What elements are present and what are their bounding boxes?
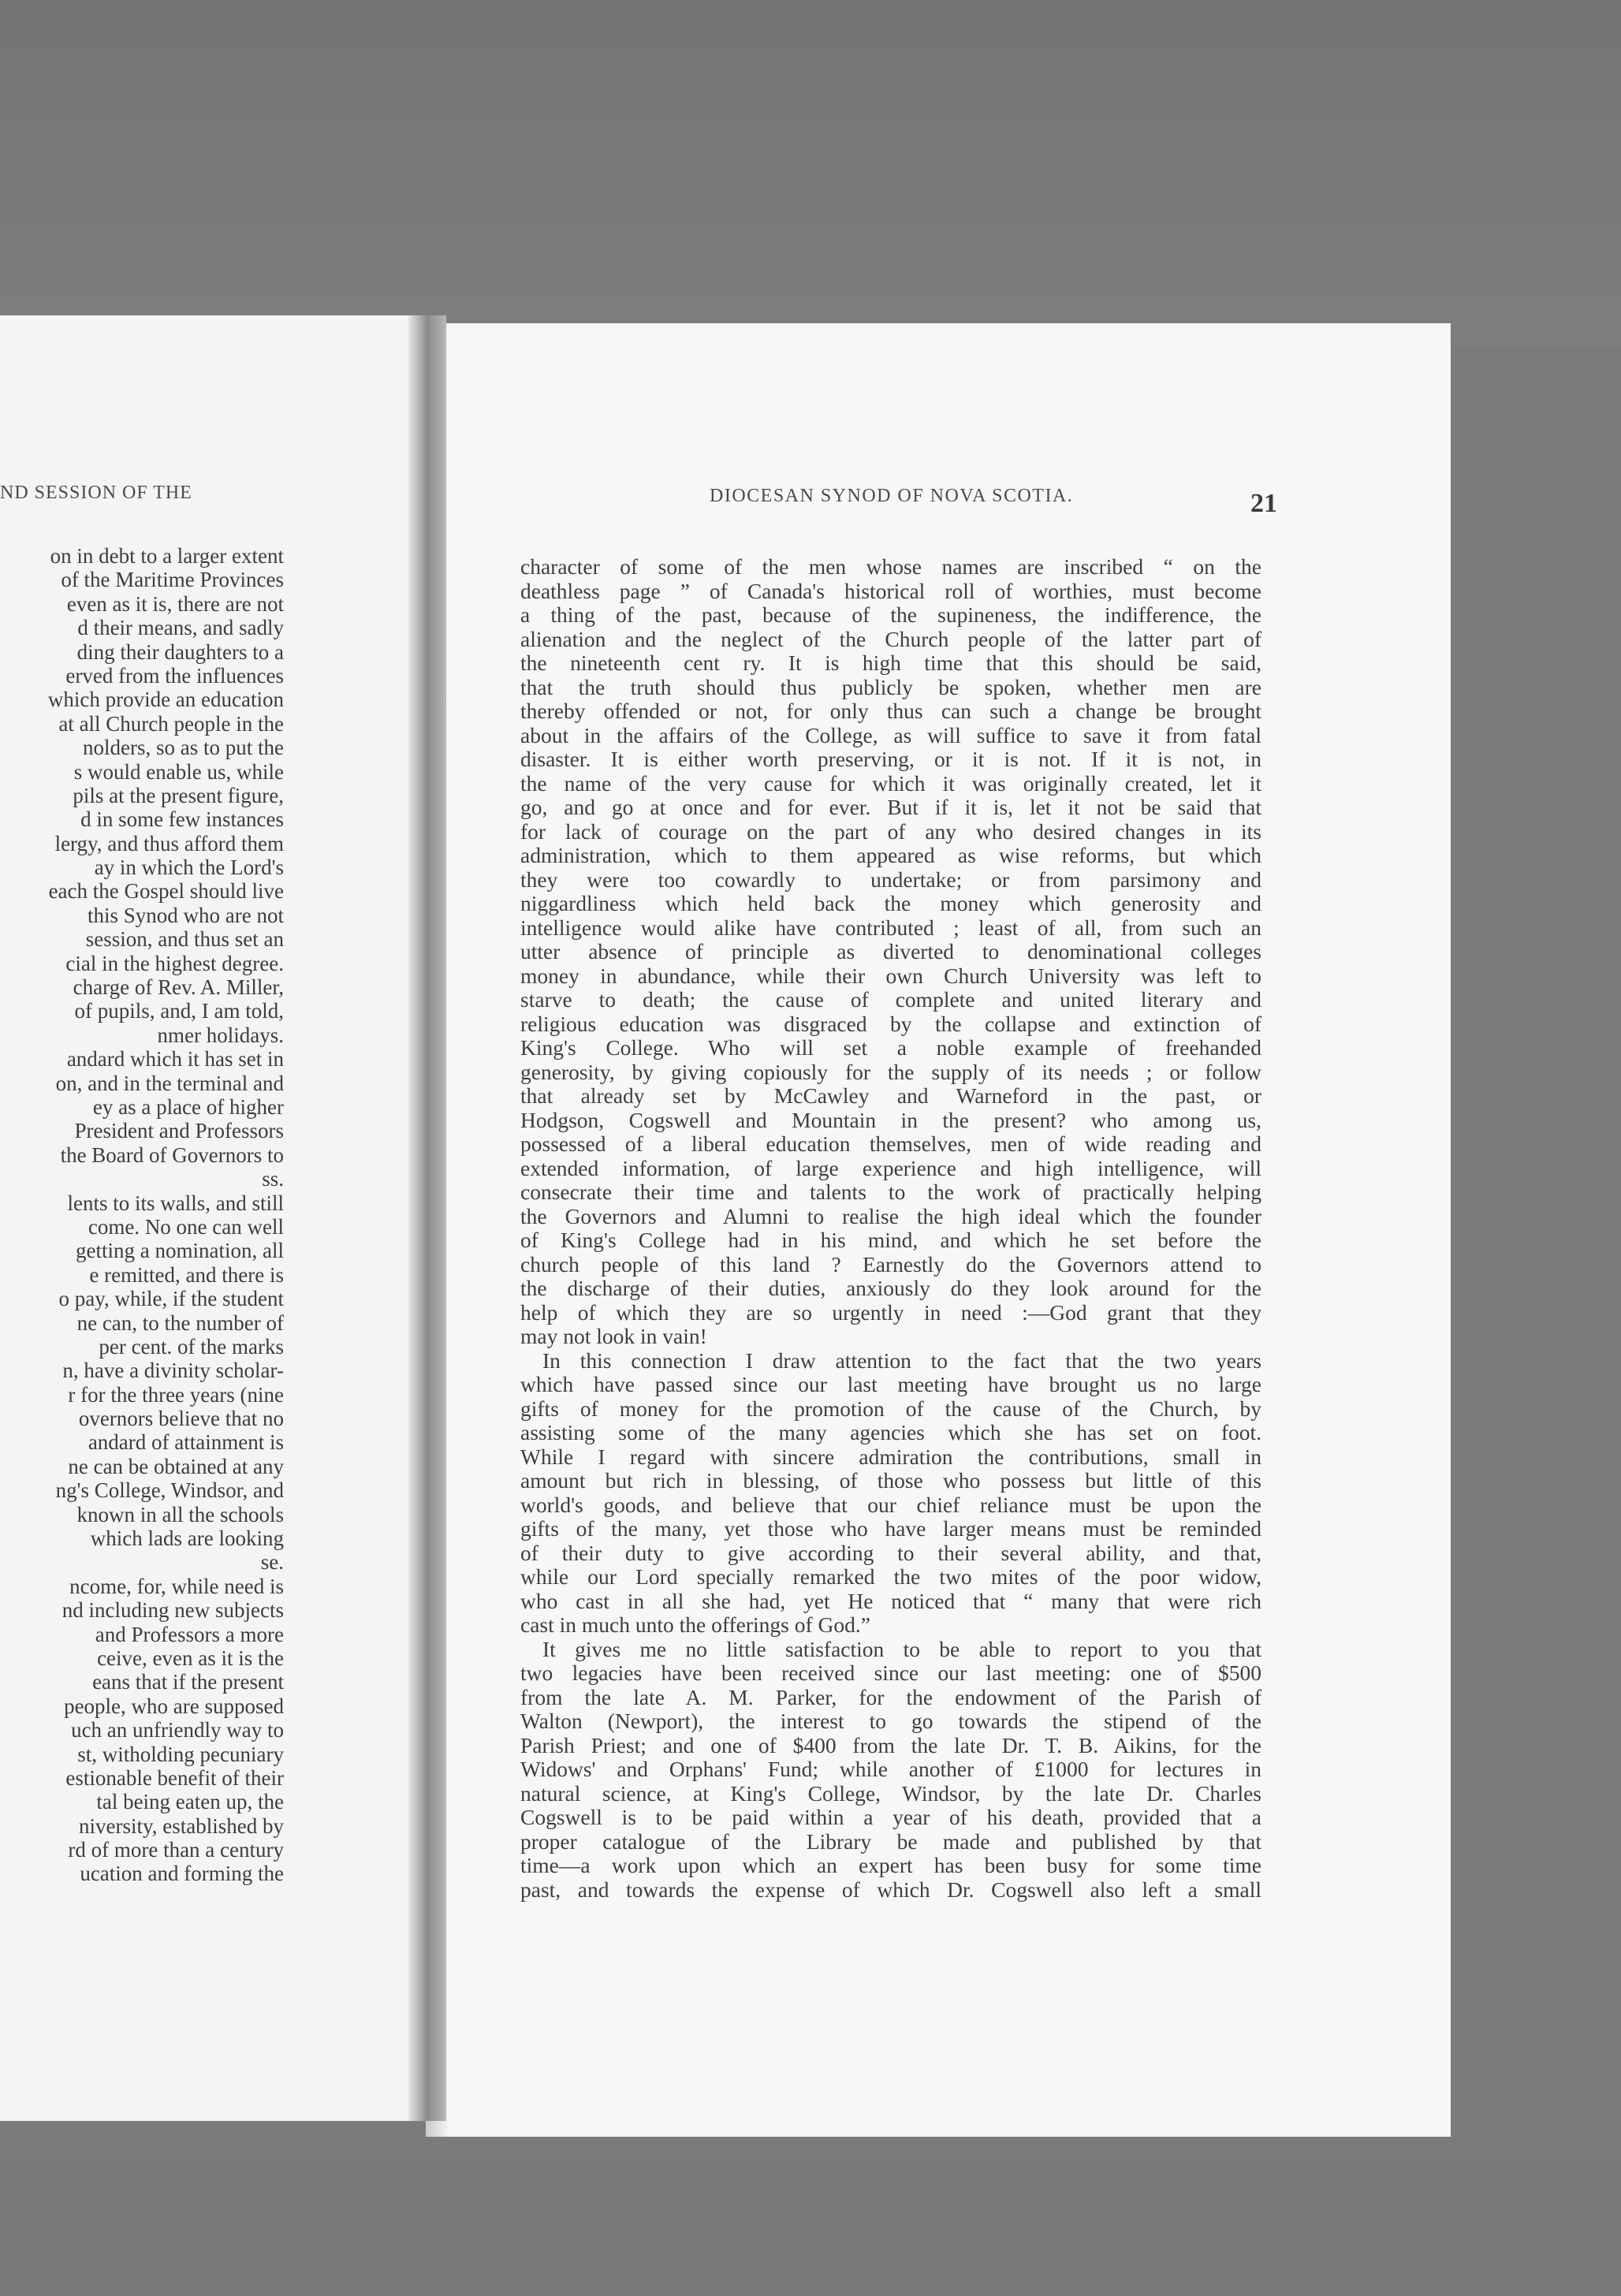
right-text-line: King's College. Who will set a noble example of freehanded xyxy=(520,1035,1261,1060)
left-text-line: on, and in the terminal and xyxy=(55,1071,284,1095)
page-number: 21 xyxy=(1250,489,1277,518)
right-running-head: DIOCESAN SYNOD OF NOVA SCOTIA. xyxy=(710,486,1074,506)
right-text-line: religious education was disgraced by the collapse and extinction of xyxy=(520,1011,1261,1036)
right-text-line: money in abundance, while their own Church University was left to xyxy=(520,963,1261,988)
right-text-line: natural science, at King's College, Windsor, by the late Dr. Charles xyxy=(520,1780,1261,1806)
left-running-head: ND SESSION OF THE xyxy=(0,483,192,503)
left-text-line: the Board of Governors to xyxy=(60,1142,284,1167)
right-text-line: possessed of a liberal education themselves, men of wide reading and xyxy=(520,1131,1261,1156)
right-text-line: who cast in all she had, yet He noticed that “ many that were rich xyxy=(520,1588,1261,1613)
right-text-line: Walton (Newport), the interest to go towards the stipend of the xyxy=(520,1709,1261,1733)
left-text-line: o pay, while, if the student xyxy=(58,1287,284,1311)
left-text-line: of the Maritime Provinces xyxy=(61,568,284,592)
right-text-line: may not look in vain! xyxy=(520,1324,707,1348)
left-text-line: e remitted, and there is xyxy=(89,1262,284,1287)
left-text-line: r for the three years (nine xyxy=(68,1382,284,1407)
left-text-line: andard of attainment is xyxy=(88,1430,284,1455)
right-page-text xyxy=(520,555,1261,1902)
left-text-line: of pupils, and, I am told, xyxy=(74,999,284,1023)
right-text-line: that the truth should thus publicly be spoken, whether men are xyxy=(520,674,1261,699)
right-text-line: time—a work upon which an expert has been busy for some time xyxy=(520,1853,1261,1877)
right-text-line: Hodgson, Cogswell and Mountain in the present? who among us, xyxy=(520,1107,1261,1132)
right-text-line: gifts of money for the promotion of the cause of the Church, by xyxy=(520,1396,1261,1421)
left-text-line: uch an unfriendly way to xyxy=(71,1718,284,1742)
right-text-line: thereby offended or not, for only thus can such a change be brought xyxy=(520,699,1261,723)
left-text-line: ceive, even as it is the xyxy=(97,1646,284,1670)
left-text-line: nmer holidays. xyxy=(157,1023,284,1047)
right-text-line: character of some of the men whose names are inscribed “ on the xyxy=(520,554,1261,579)
left-page-text xyxy=(0,544,426,1886)
left-text-line: each the Gospel should live xyxy=(48,879,284,904)
right-text-line: While I regard with sincere admiration the contributions, small in xyxy=(520,1444,1261,1469)
right-text-line: utter absence of principle as diverted to denominational colleges xyxy=(520,939,1261,964)
right-text-line: the nineteenth cent ry. It is high time that this should be said, xyxy=(520,650,1261,675)
right-text-line: extended information, of large experience and high intelligence, will xyxy=(520,1155,1261,1180)
right-text-line: Cogswell is to be paid within a year of his death, provided that a xyxy=(520,1805,1261,1829)
right-text-line: they were too cowardly to undertake; or from parsimony and xyxy=(520,867,1261,892)
left-text-line: and Professors a more xyxy=(95,1622,284,1646)
right-text-line: Widows' and Orphans' Fund; while another of £1000 for lectures in xyxy=(520,1757,1261,1781)
left-text-line: President and Professors xyxy=(74,1119,284,1143)
left-text-line: known in all the schools xyxy=(76,1502,284,1526)
right-text-line: the Governors and Alumni to realise the high ideal which the founder xyxy=(520,1203,1261,1228)
left-text-line: erved from the influences xyxy=(65,663,284,688)
right-text-line: starve to death; the cause of complete and united literary and xyxy=(520,987,1261,1012)
left-text-line: pils at the present figure, xyxy=(73,783,284,807)
right-text-line: two legacies have been received since our last meeting: one of $500 xyxy=(520,1660,1261,1685)
left-text-line: ne can, to the number of xyxy=(76,1310,284,1335)
left-text-line: nolders, so as to put the xyxy=(83,736,284,760)
left-text-line: d their means, and sadly xyxy=(77,616,284,640)
right-text-line: alienation and the neglect of the Church people of the latter part of xyxy=(520,626,1261,651)
left-text-line: session, and thus set an xyxy=(85,927,284,952)
left-text-line: nd including new subjects xyxy=(61,1598,284,1623)
right-text-line: from the late A. M. Parker, for the endowment of the Parish of xyxy=(520,1684,1261,1709)
left-text-line: per cent. of the marks xyxy=(99,1334,284,1359)
right-text-line: past, and towards the expense of which Dr. Cogswell also left a small xyxy=(520,1877,1261,1902)
left-text-line: ding their daughters to a xyxy=(76,639,284,664)
left-text-line: ss. xyxy=(262,1167,284,1191)
right-text-line: cast in much unto the offerings of God.” xyxy=(520,1612,870,1637)
right-text-line: Parish Priest; and one of $400 from the late Dr. T. B. Aikins, for the xyxy=(520,1732,1261,1757)
scan-backdrop-top xyxy=(0,0,1621,347)
left-text-line: ng's College, Windsor, and xyxy=(55,1478,284,1503)
left-text-line: tal being eaten up, the xyxy=(96,1790,284,1814)
right-text-line: for lack of courage on the part of any who desired changes in its xyxy=(520,818,1261,844)
right-text-line: of King's College had in his mind, and which he set before the xyxy=(520,1228,1261,1252)
left-text-line: ey as a place of higher xyxy=(92,1094,284,1119)
left-text-line: getting a nomination, all xyxy=(76,1239,284,1263)
right-text-line: generosity, by giving copiously for the supply of its needs ; or follow xyxy=(520,1059,1261,1084)
right-text-line: of their duty to give according to their several ability, and that, xyxy=(520,1540,1261,1565)
left-text-line: this Synod who are not xyxy=(88,903,284,927)
left-text-line: n, have a divinity scholar- xyxy=(62,1359,284,1383)
left-text-line: s would enable us, while xyxy=(73,759,284,784)
right-text-line: about in the affairs of the College, as will suffice to save it from fatal xyxy=(520,722,1261,747)
right-text-line: amount but rich in blessing, of those who possess but little of this xyxy=(520,1468,1261,1493)
right-text-line: help of which they are so urgently in need :—God grant that they xyxy=(520,1299,1261,1325)
left-text-line: estionable benefit of their xyxy=(65,1765,284,1790)
right-text-line: which have passed since our last meeting have brought us no large xyxy=(520,1372,1261,1396)
left-text-line: which provide an education xyxy=(47,688,284,712)
right-text-line: gifts of the many, yet those who have larger means must be reminded xyxy=(520,1516,1261,1541)
left-text-line: rd of more than a century xyxy=(68,1838,284,1862)
right-text-line: assisting some of the many agencies which she has set on foot. xyxy=(520,1420,1261,1444)
left-text-line: lergy, and thus afford them xyxy=(54,831,284,855)
left-text-line: se. xyxy=(260,1550,284,1575)
right-text-line: go, and go at once and for ever. But if it is, let it not be said that xyxy=(520,795,1261,819)
left-text-line: ucation and forming the xyxy=(80,1862,284,1886)
left-text-line: come. No one can well xyxy=(88,1214,284,1239)
left-text-line: people, who are supposed xyxy=(64,1694,284,1718)
right-text-line: that already set by McCawley and Warneford in the past, or xyxy=(520,1083,1261,1108)
right-text-line: the name of the very cause for which it was originally created, let it xyxy=(520,770,1261,796)
left-text-line: ay in which the Lord's xyxy=(94,855,284,880)
right-text-line: niggardliness which held back the money which generosity and xyxy=(520,891,1261,915)
left-text-line: niversity, established by xyxy=(79,1813,284,1838)
left-text-line: lents to its walls, and still xyxy=(67,1191,284,1215)
left-text-line: d in some few instances xyxy=(80,807,284,832)
left-text-line: andard which it has set in xyxy=(66,1047,284,1072)
scan-backdrop-bottom xyxy=(0,2160,1621,2296)
right-text-line: consecrate their time and talents to the work of practically helping xyxy=(520,1180,1261,1204)
right-text-line: administration, which to them appeared as wise reforms, but which xyxy=(520,843,1261,867)
right-text-line: church people of this land ? Earnestly do the Governors attend to xyxy=(520,1251,1261,1277)
right-text-line: proper catalogue of the Library be made and published by that xyxy=(520,1828,1261,1854)
left-text-line: st, witholding pecuniary xyxy=(77,1742,284,1766)
right-text-line: world's goods, and believe that our chief reliance must be upon the xyxy=(520,1492,1261,1517)
left-text-line: at all Church people in the xyxy=(58,711,284,736)
left-text-line: even as it is, there are not xyxy=(66,591,284,616)
right-text-line: disaster. It is either worth preserving, or it is not. If it is not, in xyxy=(520,747,1261,771)
right-text-line: intelligence would alike have contributed ; least of all, from such an xyxy=(520,915,1261,940)
right-text-line: In this connection I draw attention to the fact that the two years xyxy=(542,1347,1261,1373)
left-text-line: charge of Rev. A. Miller, xyxy=(73,975,284,1000)
left-text-line: ncome, for, while need is xyxy=(69,1574,284,1598)
left-text-line: overnors believe that no xyxy=(78,1407,284,1431)
left-text-line: eans that if the present xyxy=(92,1670,284,1694)
left-text-line: ne can be obtained at any xyxy=(68,1454,284,1478)
right-text-line: a thing of the past, because of the supineness, the indifference, the xyxy=(520,602,1261,627)
left-text-line: on in debt to a larger extent xyxy=(50,544,284,568)
left-text-line: cial in the highest degree. xyxy=(65,951,284,975)
right-text-line: the discharge of their duties, anxiously do they look around for the xyxy=(520,1276,1261,1300)
right-text-line: while our Lord specially remarked the two mites of the poor widow, xyxy=(520,1564,1261,1589)
left-text-line: which lads are looking xyxy=(90,1526,284,1551)
right-text-line: deathless page ” of Canada's historical roll of worthies, must become xyxy=(520,578,1261,603)
right-text-line: It gives me no little satisfaction to be able to report to you that xyxy=(542,1636,1261,1661)
